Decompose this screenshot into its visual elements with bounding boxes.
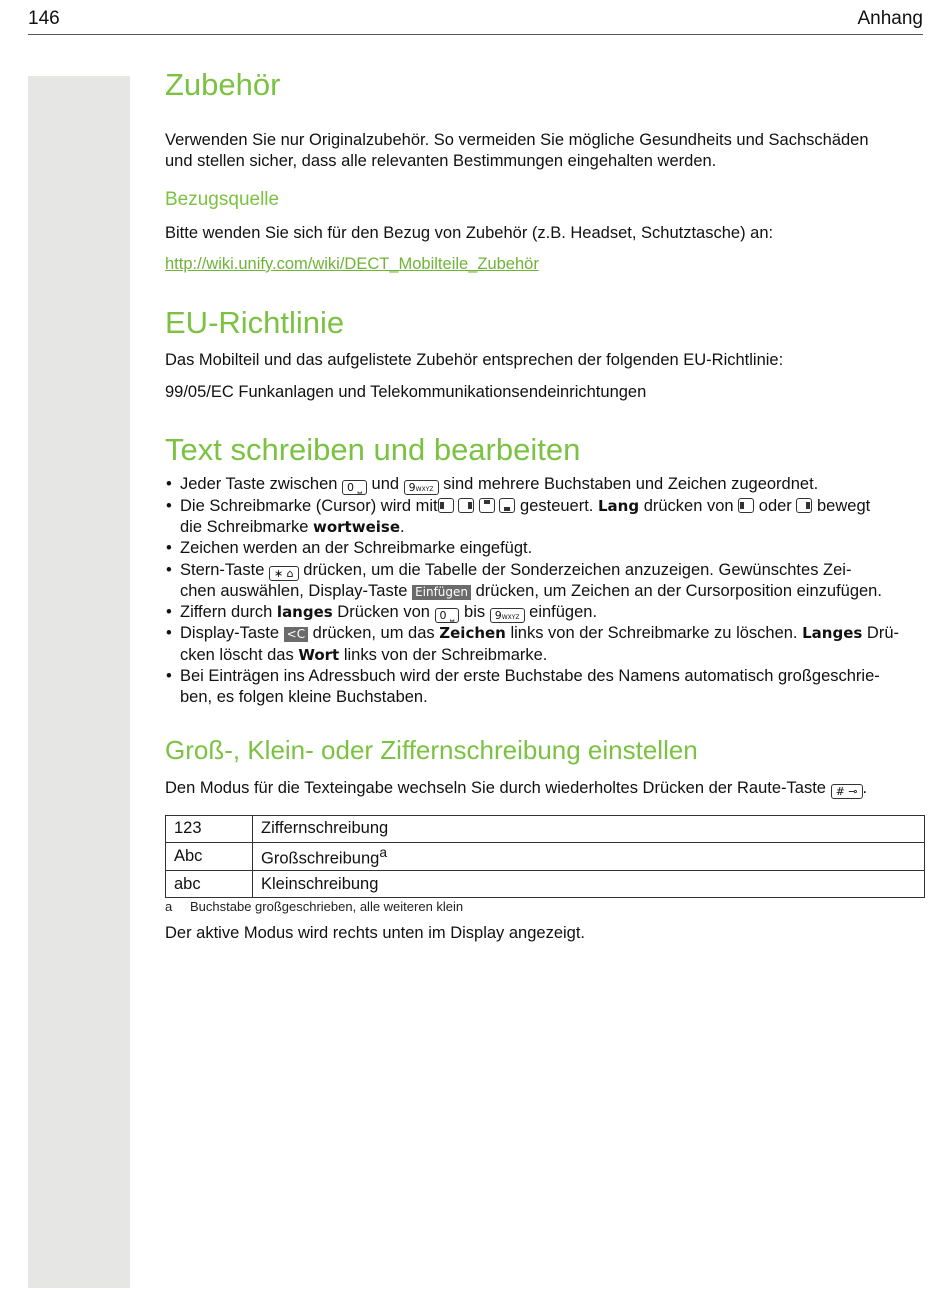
key-9-icon: 9WXYZ	[404, 480, 439, 495]
star-key-icon: ∗ ⌂	[269, 566, 299, 581]
accessories-intro-line-1: Verwenden Sie nur Originalzubehör. So vermeiden Sie mögliche Gesundheits und Sachschäden	[165, 131, 869, 150]
table-cell: 123	[166, 815, 253, 842]
table-cell: Kleinschreibung	[253, 871, 925, 898]
accessories-link[interactable]: http://wiki.unify.com/wiki/DECT_Mobilteile_Zubehör	[165, 254, 539, 273]
key-0-icon: 0 ⎵	[342, 480, 367, 495]
key-9-icon: 9WXYZ	[490, 608, 525, 623]
nav-down-icon	[499, 498, 515, 513]
nav-left-icon	[738, 498, 754, 513]
list-item: • Ziffern durch langes Drücken von 0 ⎵ bis 9WXYZ einfügen.	[165, 602, 925, 623]
list-item: • Display-Taste <C drücken, um das Zeichen links von der Schreibmarke zu löschen. Langes Drü- cken löscht das Wort links von der Schreibmarke.	[165, 623, 925, 666]
mode-intro: Den Modus für die Texteingabe wechseln Sie durch wiederholtes Drücken der Raute-Taste # ⊸ .	[165, 778, 868, 798]
table-footnote: a Buchstabe großgeschrieben, alle weiteren klein	[165, 899, 464, 915]
page-number: 146	[28, 8, 60, 29]
source-text: Bitte wenden Sie sich für den Bezug von Zubehör (z.B. Headset, Schutztasche) an:	[165, 223, 774, 242]
nav-right-icon	[458, 498, 474, 513]
eu-text-2: 99/05/EC Funkanlagen und Telekommunikationsendeinrichtungen	[165, 383, 647, 402]
softkey-insert: Einfügen	[412, 585, 471, 600]
hash-key-icon: # ⊸	[831, 784, 863, 799]
table-row	[166, 871, 925, 898]
key-0-icon: 0 ⎵	[435, 608, 460, 623]
table-row	[166, 815, 925, 842]
mode-table	[165, 815, 925, 899]
mode-heading: Groß-, Klein- oder Ziffernschreibung einstellen	[165, 734, 698, 765]
list-item: • Die Schreibmarke (Cursor) wird mit gesteuert. Lang drücken von oder bewegt die Schreibmarke wortweise.	[165, 496, 925, 539]
text-edit-heading: Text schreiben und bearbeiten	[165, 432, 581, 468]
footnote-marker: a	[379, 844, 387, 860]
nav-right-icon	[796, 498, 812, 513]
nav-up-icon	[479, 498, 495, 513]
table-cell: abc	[166, 871, 253, 898]
text-edit-list	[165, 474, 925, 708]
accessories-heading: Zubehör	[165, 67, 281, 102]
list-item: • Bei Einträgen ins Adressbuch wird der erste Buchstabe des Namens automatisch großgeschrie- ben, es folgen kleine Buchstaben.	[165, 666, 925, 709]
section-title: Anhang	[857, 8, 923, 29]
table-cell: Abc	[166, 842, 253, 871]
nav-left-icon	[438, 498, 454, 513]
list-item: • Zeichen werden an der Schreibmarke eingefügt.	[165, 538, 925, 559]
mode-outro: Der aktive Modus wird rechts unten im Display angezeigt.	[165, 924, 586, 943]
eu-text-1: Das Mobilteil und das aufgelistete Zubehör entsprechen der folgenden EU-Richtlinie:	[165, 351, 784, 370]
table-cell: Großschreibung$^a$	[253, 842, 925, 871]
accessories-intro-line-2: und stellen sicher, dass alle relevanten Bestimmungen eingehalten werden.	[165, 152, 717, 171]
eu-heading: EU-Richtlinie	[165, 304, 345, 340]
source-subheading: Bezugsquelle	[165, 189, 280, 211]
list-item: • Stern-Taste ∗ ⌂ drücken, um die Tabelle der Sonderzeichen anzuzeigen. Gewünschtes Zei- chen auswählen, Display-Taste Einfügen drücken, um Zeichen an der Cursorposition einzufügen.	[165, 560, 925, 603]
table-row	[166, 842, 925, 871]
sidebar-margin	[28, 76, 130, 1288]
list-item: • Jeder Taste zwischen 0 ⎵ und 9WXYZ sind mehrere Buchstaben und Zeichen zugeordnet.	[165, 474, 925, 495]
page-header	[28, 6, 923, 35]
page-content	[165, 64, 925, 944]
softkey-delete: <C	[284, 627, 308, 642]
table-cell: Ziffernschreibung	[253, 815, 925, 842]
